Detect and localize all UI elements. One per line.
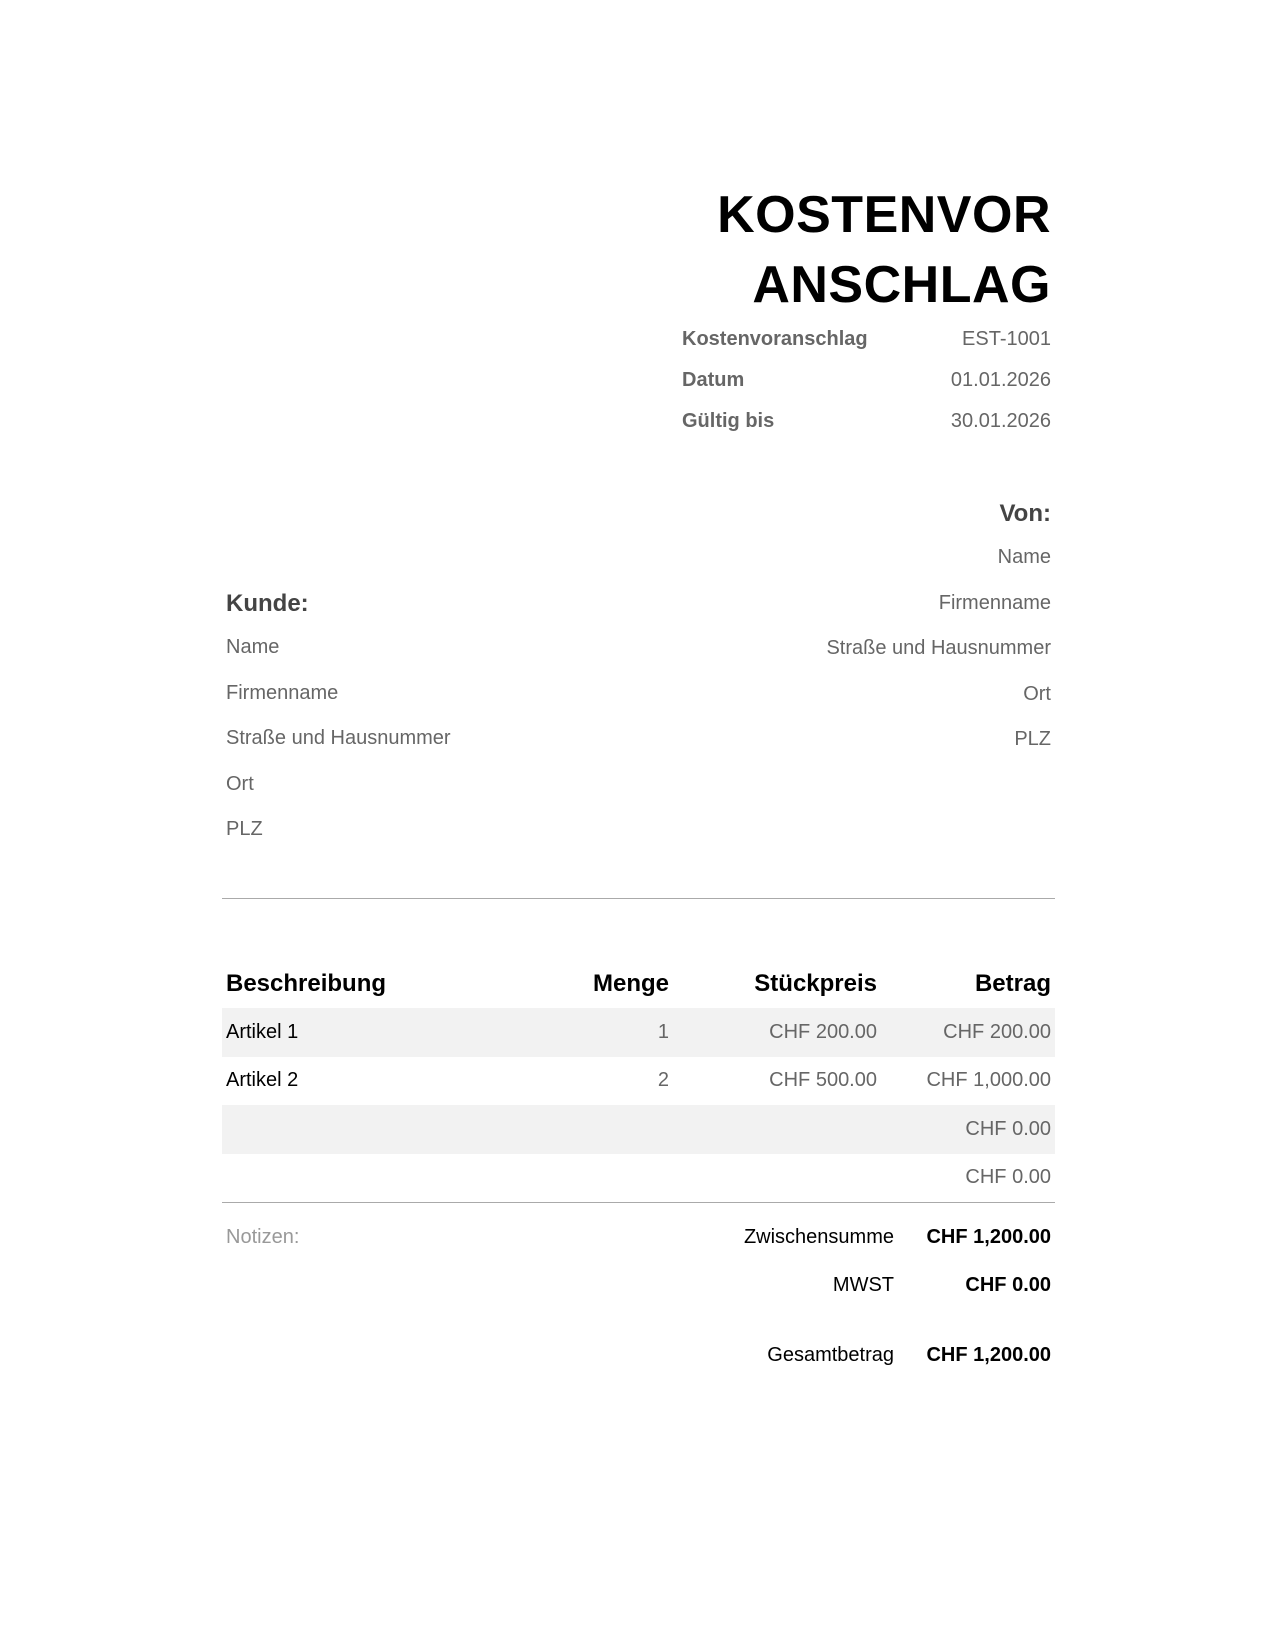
cell-quantity: [560, 1154, 673, 1203]
sender-name: Name: [997, 546, 1051, 568]
line-items-table: [222, 960, 1055, 1203]
meta-row-date: [682, 369, 1051, 410]
client-block: [226, 590, 626, 853]
meta-label: Kostenvoranschlag: [682, 328, 868, 350]
subtotal-label: Zwischensumme: [743, 1226, 894, 1248]
client-company: Firmenname: [226, 681, 339, 704]
cell-unit-price: [673, 1154, 881, 1203]
title-block: [611, 180, 1051, 320]
cell-quantity: [560, 1105, 673, 1154]
cell-quantity: 1: [560, 1008, 673, 1057]
table-row: [222, 1057, 1055, 1106]
table-row: [222, 1154, 1055, 1203]
tax-label: MWST: [832, 1274, 894, 1296]
total-label: Gesamtbetrag: [767, 1344, 894, 1366]
sender-block: [651, 500, 1051, 763]
section-divider: [222, 898, 1055, 899]
document-title-line-2: ANSCHLAG: [752, 256, 1051, 314]
meta-value: 01.01.2026: [950, 369, 1051, 391]
sender-heading: Von:: [999, 500, 1051, 527]
sender-street: Straße und Hausnummer: [826, 637, 1051, 659]
cell-unit-price: [673, 1105, 881, 1154]
table-row: [222, 1008, 1055, 1057]
subtotal-row: [222, 1226, 1055, 1256]
estimate-document: [222, 0, 1055, 1650]
meta-label: Datum: [682, 369, 745, 391]
table-row: [222, 1105, 1055, 1154]
client-city: Ort: [226, 772, 254, 795]
header-unit-price: Stückpreis: [754, 970, 877, 997]
client-heading: Kunde:: [226, 590, 309, 617]
estimate-meta: [682, 328, 1051, 451]
meta-label: Gültig bis: [682, 410, 775, 432]
meta-row-valid-until: [682, 410, 1051, 451]
cell-description: [222, 1154, 560, 1203]
cell-amount: CHF 1,000.00: [926, 1069, 1051, 1092]
subtotal-value: CHF 1,200.00: [926, 1226, 1051, 1248]
meta-value: 30.01.2026: [950, 410, 1051, 432]
cell-description: Artikel 1: [222, 1008, 560, 1057]
header-quantity: Menge: [592, 970, 669, 997]
client-zip: PLZ: [226, 818, 263, 840]
document-title-line-1: KOSTENVOR: [717, 186, 1051, 244]
cell-unit-price: CHF 500.00: [769, 1069, 877, 1092]
cell-description: [222, 1105, 560, 1154]
sender-city: Ort: [1023, 682, 1051, 705]
tax-value: CHF 0.00: [965, 1274, 1051, 1296]
cell-amount: CHF 0.00: [881, 1154, 1055, 1203]
cell-quantity: 2: [657, 1069, 669, 1092]
cell-description: Artikel 2: [226, 1069, 299, 1092]
client-street: Straße und Hausnummer: [226, 727, 451, 749]
header-description: Beschreibung: [226, 970, 387, 997]
sender-company: Firmenname: [938, 591, 1051, 614]
cell-amount: CHF 0.00: [881, 1105, 1055, 1154]
sender-zip: PLZ: [1014, 728, 1051, 750]
cell-amount: CHF 200.00: [881, 1008, 1055, 1057]
table-header-row: [222, 960, 1055, 1008]
meta-row-number: [682, 328, 1051, 369]
notes-label: Notizen:: [226, 1226, 300, 1248]
cell-unit-price: CHF 200.00: [673, 1008, 881, 1057]
client-name: Name: [226, 636, 280, 658]
total-value: CHF 1,200.00: [926, 1344, 1051, 1366]
total-row: [222, 1344, 1055, 1374]
header-amount: Betrag: [974, 970, 1051, 997]
tax-row: [222, 1274, 1055, 1304]
meta-value: EST-1001: [962, 328, 1051, 350]
